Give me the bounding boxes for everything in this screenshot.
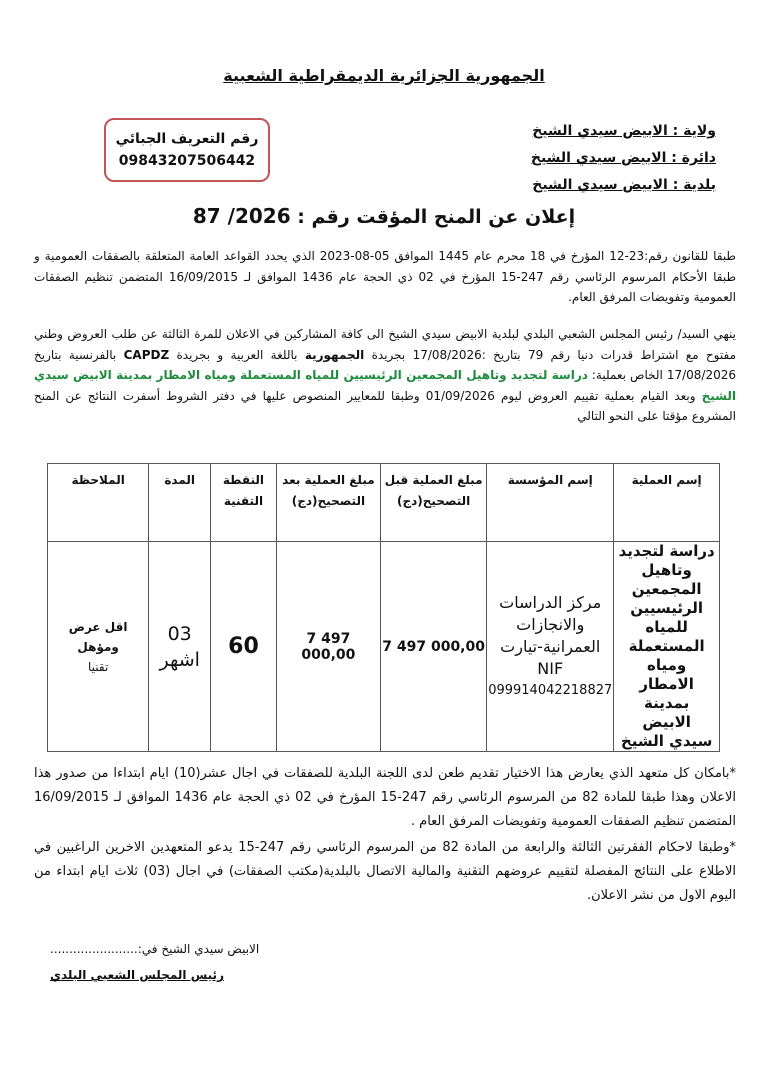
header-score: النقطة التقنية (211, 464, 277, 542)
wilaya-line: ولاية : الابيض سيدي الشيخ (532, 123, 716, 139)
announcement-label: إعلان عن المنح المؤقت رقم : (297, 206, 576, 228)
newspaper-name-2: CAPDZ (123, 347, 170, 362)
daira-line: دائرة : الابيض سيدي الشيخ (530, 150, 716, 166)
remark-line-3: تقنيا (87, 659, 109, 674)
cell-score: 60 (211, 542, 277, 752)
header-amount-after: مبلغ العملية بعد التصحيح(دج) (276, 464, 380, 542)
header-amount-before: مبلغ العملية قبل التصحيح(دج) (381, 464, 487, 542)
header-duration: المدة (149, 464, 211, 542)
cell-remark (48, 542, 149, 752)
note-consultation: *وطبقا لاحكام الفقرتين الثالثة والرابعة من المادة 82 من المرسوم الرئاسي رقم 247-15 يدعو المتعهدين الاخرين الراغبين في الاطلاع على النتائج المفصلة لتقييم عروضهم التقنية والمالية الاتصال بالبلدية(مكتب الصفقات) في اجال (03) ثلاث ايام ابتداء من اليوم الاول من نشر الاعلان. (34, 840, 736, 903)
cell-amount-after: 7 497 000,00 (276, 542, 380, 752)
duration-unit: اشهر (159, 648, 200, 671)
duration-number: 03 (167, 622, 192, 645)
results-paragraph (34, 324, 736, 427)
remark-line-2: ومؤهل (77, 639, 119, 654)
announcement-number: 87 /2026 (192, 204, 291, 228)
cell-operation: دراسة لتجديد وتاهيل المجمعين الرئيسيين للمياه المستعملة ومياه الامطار بمدينة الابيض سيدي الشيخ (614, 542, 720, 752)
remark-line-1: اقل عرض (68, 619, 128, 634)
results-text-1: ينهي السيد/ رئيس المجلس الشعبي البلدي لبلدية الابيض سيدي الشيخ الى كافة المشاركين في الاعلان للمرة الثالثة عن طلب العروض وطني مفتوح مع اشتراط قدرات دنيا رقم 79 بتاريخ :17/08/2026 بجريدة (34, 327, 736, 362)
tax-id-label: رقم التعريف الجبائي (115, 131, 259, 147)
header-operation: إسم العملية (614, 464, 720, 542)
tax-id-value: 09843207506442 (118, 153, 256, 169)
signature-title: رئيس المجلس الشعبي البلدي (50, 968, 224, 982)
note-appeal: *بامكان كل متعهد الذي يعارض هذا الاختيار تقديم طعن لدى اللجنة البلدية للصفقات في اجال عشر(10) ايام ابتداءا من صدور هذا الاعلان وهذا طبقا للمادة 82 من المرسوم الرئاسي رقم 247-15 المؤرخ في 02 ذي الحجة عام 1436 الموافق لـ 16/09/2015 المتضمن تنظيم الصفقات العمومية وتفويضات المرفق العام . (34, 766, 736, 829)
legal-basis-paragraph: طبقا للقانون رقم:23-12 المؤرخ في 18 محرم عام 1445 الموافق 05-08-2023 الذي يحدد القواعد العامة المتعلقة بالصفقات العمومية و طبقا الأحكام المرسوم الرئاسي رقم 247-15 المؤرخ في 02 ذي الحجة عام 1436 الموافق لـ 16/09/2015 المتضمن تنظيم الصفقات العمومية وتفويضات المرفق العام. (34, 249, 737, 304)
cell-amount-before: 7 497 000,00 (381, 542, 487, 752)
company-name: مركز الدراسات والانجازات العمرانية-تيارت (499, 592, 602, 656)
table-row (48, 542, 720, 752)
results-text-3: بالفرنسية بتاريخ 17/08/2026 الخاص بعملية: (34, 347, 736, 382)
cell-duration (149, 542, 211, 752)
project-name: دراسة لتجديد وتاهيل المجمعين الرئيسيين للمياه المستعملة ومياه الامطار بمدينة الابيض سيدي الشيخ (34, 368, 737, 403)
results-text-2: باللغة العربية و بجريدة (176, 347, 298, 362)
table-header-row (48, 464, 720, 542)
header-company: إسم المؤسسة (487, 464, 614, 542)
nif-label: NIF (537, 658, 564, 678)
signature-block (50, 936, 259, 988)
announcement-title (0, 204, 768, 228)
nif-number: 099914042218827 (488, 682, 613, 698)
tax-id-box (104, 118, 270, 182)
baladiya-line: بلدية : الابيض سيدي الشيخ (532, 177, 716, 193)
newspaper-name: الجمهورية (304, 347, 365, 362)
signature-place-date: الابيض سيدي الشيخ في:....................... (50, 942, 260, 956)
award-table (47, 463, 720, 752)
republic-title: الجمهورية الجزائرية الديمقراطية الشعبية (223, 66, 545, 85)
header-remark: الملاحظة (48, 464, 149, 542)
results-text-4: وبعد القيام بعملية تقييم العروض ليوم 01/09/2026 وطبقا للمعايير المنصوص عليها في دفتر الشروط أسفرت النتائج عن المنح المشروع مؤقتا على النحو التالي (34, 388, 736, 423)
admin-block (531, 118, 716, 199)
notes-block (34, 762, 736, 910)
cell-company (487, 542, 614, 752)
